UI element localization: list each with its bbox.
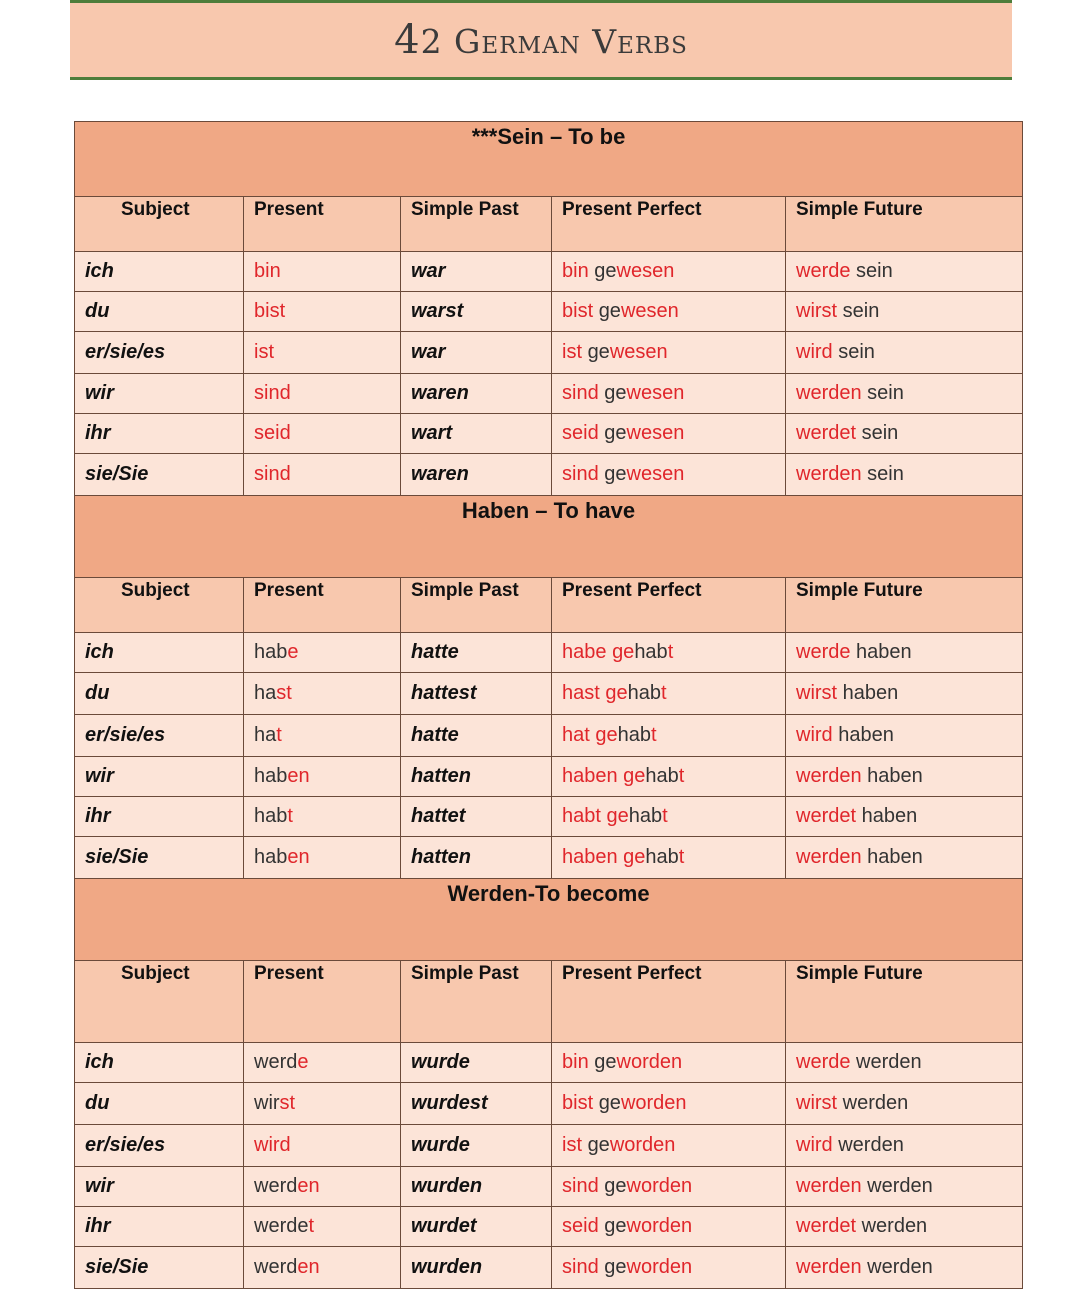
conjugation-segment: hab: [254, 846, 288, 868]
conjugation-segment: t: [678, 765, 685, 787]
conjugation-segment: ist: [562, 1134, 588, 1156]
subject-cell: ihr: [75, 1207, 244, 1247]
simple-future-cell: [786, 633, 1023, 673]
simple-past-cell: wurde: [401, 1043, 552, 1083]
present-cell: [244, 757, 401, 797]
conjugation-segment: hab: [634, 641, 668, 663]
conjugation-segment: en: [662, 382, 685, 404]
present-perfect-cell: [552, 633, 786, 673]
present-cell: [244, 1167, 401, 1207]
conjugation-segment: haben: [861, 846, 923, 868]
simple-future-cell: [786, 715, 1023, 757]
present-cell: [244, 332, 401, 374]
conjugation-segment: habe: [562, 641, 613, 663]
table-row: [75, 292, 1023, 332]
subject-cell: wir: [75, 757, 244, 797]
conjugation-segment: t: [650, 724, 657, 746]
conjugation-segment: en: [652, 260, 675, 282]
simple-future-cell: [786, 374, 1023, 414]
conjugation-segment: ge: [595, 724, 618, 746]
simple-future-cell: [786, 1247, 1023, 1289]
subject-cell: ich: [75, 633, 244, 673]
table-row: [75, 1167, 1023, 1207]
subject-cell: ihr: [75, 414, 244, 454]
conjugation-segment: ge: [604, 1215, 627, 1237]
column-header: Simple Past: [401, 197, 552, 252]
table-row: [75, 1125, 1023, 1167]
subject-cell: er/sie/es: [75, 715, 244, 757]
column-header-row: [75, 961, 1023, 1043]
table-row: [75, 1207, 1023, 1247]
conjugation-segment: wes: [620, 300, 657, 322]
simple-past-cell: hattest: [401, 673, 552, 715]
conjugation-segment: wirst: [796, 1092, 838, 1114]
conjugation-segment: en: [645, 341, 668, 363]
simple-future-cell: [786, 1207, 1023, 1247]
conjugation-segment: ge: [612, 641, 635, 663]
conjugation-segment: haben: [861, 765, 923, 787]
present-cell: [244, 633, 401, 673]
conjugation-segment: werden: [796, 846, 862, 868]
simple-future-cell: [786, 332, 1023, 374]
subject-cell: sie/Sie: [75, 837, 244, 879]
conjugation-segment: wird: [254, 1134, 291, 1156]
conjugation-segment: en: [662, 422, 685, 444]
conjugation-segment: e: [287, 641, 299, 663]
conjugation-segment: ge: [604, 422, 627, 444]
conjugation-segment: werd: [254, 1051, 298, 1073]
present-perfect-cell: [552, 673, 786, 715]
column-header: Present: [244, 578, 401, 633]
present-perfect-cell: [552, 715, 786, 757]
conjugation-segment: werd: [254, 1175, 298, 1197]
conjugation-segment: en: [669, 1215, 693, 1237]
column-header-row: [75, 197, 1023, 252]
conjugation-segment: hat: [562, 724, 596, 746]
simple-future-cell: [786, 837, 1023, 879]
conjugation-segment: hab: [628, 805, 663, 827]
section-title: Haben – To have: [75, 496, 1023, 578]
column-header: Present: [244, 961, 401, 1043]
column-header: Present: [244, 197, 401, 252]
conjugation-segment: werden: [796, 382, 862, 404]
conjugation-segment: ge: [623, 765, 646, 787]
conjugation-segment: t: [287, 805, 293, 827]
present-cell: [244, 454, 401, 496]
table-row: [75, 1247, 1023, 1289]
conjugation-segment: sein: [850, 260, 893, 282]
simple-past-cell: war: [401, 252, 552, 292]
conjugation-segment: e: [297, 1051, 309, 1073]
present-perfect-cell: [552, 414, 786, 454]
simple-future-cell: [786, 292, 1023, 332]
present-cell: [244, 292, 401, 332]
table-row: [75, 837, 1023, 879]
simple-future-cell: [786, 414, 1023, 454]
conjugation-segment: ge: [587, 341, 610, 363]
conjugation-segment: bist: [562, 300, 599, 322]
conjugation-segment: t: [667, 641, 674, 663]
conjugation-segment: hab: [645, 846, 679, 868]
conjugation-segment: ge: [606, 805, 629, 827]
present-perfect-cell: [552, 252, 786, 292]
conjugation-segment: sein: [832, 341, 875, 363]
present-perfect-cell: [552, 292, 786, 332]
simple-future-cell: [786, 757, 1023, 797]
subject-cell: wir: [75, 374, 244, 414]
conjugation-segment: wirst: [796, 300, 838, 322]
conjugation-segment: werden: [861, 1175, 933, 1197]
present-cell: [244, 797, 401, 837]
conjugation-segment: wird: [796, 1134, 833, 1156]
section-header-row: [75, 879, 1023, 961]
conjugation-segment: t: [678, 846, 685, 868]
conjugation-segment: word: [620, 1092, 665, 1114]
simple-past-cell: wurde: [401, 1125, 552, 1167]
present-perfect-cell: [552, 374, 786, 414]
conjugation-segment: ge: [587, 1134, 610, 1156]
conjugation-segment: werd: [254, 1256, 298, 1278]
table-row: [75, 797, 1023, 837]
subject-cell: sie/Sie: [75, 1247, 244, 1289]
column-header: Present Perfect: [552, 578, 786, 633]
column-header: Subject: [75, 197, 244, 252]
conjugation-segment: sein: [861, 382, 904, 404]
simple-future-cell: [786, 454, 1023, 496]
conjugation-segment: bist: [562, 1092, 599, 1114]
conjugation-segment: en: [653, 1134, 676, 1156]
conjugation-segment: wir: [254, 1092, 280, 1114]
present-cell: [244, 1247, 401, 1289]
conjugation-segment: werdet: [796, 805, 857, 827]
present-cell: [244, 1043, 401, 1083]
conjugation-segment: wes: [626, 463, 663, 485]
conjugation-segment: en: [297, 1256, 320, 1278]
conjugation-segment: haben: [832, 724, 894, 746]
conjugation-segment: ha: [254, 682, 277, 704]
simple-past-cell: hatten: [401, 837, 552, 879]
conjugation-segment: habt: [562, 805, 607, 827]
present-perfect-cell: [552, 1207, 786, 1247]
conjugation-segment: werden: [796, 463, 862, 485]
conjugation-segment: ge: [598, 300, 621, 322]
table-row: [75, 252, 1023, 292]
simple-past-cell: waren: [401, 374, 552, 414]
page-title: 42 German Verbs: [394, 17, 688, 63]
present-cell: [244, 1125, 401, 1167]
conjugation-segment: werde: [796, 641, 851, 663]
subject-cell: sie/Sie: [75, 454, 244, 496]
present-cell: [244, 374, 401, 414]
simple-future-cell: [786, 252, 1023, 292]
present-cell: [244, 1083, 401, 1125]
conjugation-segment: en: [659, 1051, 683, 1073]
table-row: [75, 332, 1023, 374]
conjugation-segment: hab: [254, 805, 288, 827]
column-header: Subject: [75, 961, 244, 1043]
present-cell: [244, 414, 401, 454]
simple-past-cell: wurden: [401, 1167, 552, 1207]
conjugation-segment: werden: [850, 1051, 922, 1073]
conjugation-segment: en: [664, 1092, 687, 1114]
conjugation-segment: ge: [604, 382, 627, 404]
conjugation-segment: wes: [626, 382, 663, 404]
conjugation-segment: wird: [796, 724, 833, 746]
conjugation-segment: t: [662, 805, 668, 827]
conjugation-segment: st: [279, 1092, 296, 1114]
column-header-row: [75, 578, 1023, 633]
present-perfect-cell: [552, 454, 786, 496]
present-perfect-cell: [552, 837, 786, 879]
present-cell: [244, 1207, 401, 1247]
conjugation-segment: en: [656, 300, 679, 322]
conjugation-segment: en: [297, 1175, 320, 1197]
subject-cell: er/sie/es: [75, 332, 244, 374]
table-row: [75, 673, 1023, 715]
present-perfect-cell: [552, 332, 786, 374]
table-row: [75, 374, 1023, 414]
conjugation-segment: word: [626, 1256, 670, 1278]
conjugation-segment: hab: [617, 724, 651, 746]
table-row: [75, 633, 1023, 673]
present-cell: [244, 837, 401, 879]
conjugation-segment: haben: [562, 765, 624, 787]
conjugation-segment: werdet: [796, 422, 857, 444]
conjugation-segment: bin: [254, 260, 281, 282]
conjugation-segment: seid: [254, 422, 291, 444]
conjugation-segment: wes: [616, 260, 653, 282]
title-banner: [70, 0, 1012, 80]
simple-future-cell: [786, 797, 1023, 837]
conjugation-segment: werde: [254, 1215, 309, 1237]
conjugation-segment: sind: [562, 1175, 605, 1197]
conjugation-table: [74, 121, 1023, 1289]
conjugation-segment: word: [609, 1134, 654, 1156]
simple-future-cell: [786, 1083, 1023, 1125]
subject-cell: er/sie/es: [75, 1125, 244, 1167]
conjugation-segment: sind: [254, 463, 291, 485]
conjugation-segment: sind: [562, 382, 605, 404]
simple-past-cell: hatten: [401, 757, 552, 797]
present-cell: [244, 252, 401, 292]
column-header: Simple Future: [786, 197, 1023, 252]
conjugation-segment: seid: [562, 1215, 605, 1237]
present-perfect-cell: [552, 797, 786, 837]
present-perfect-cell: [552, 757, 786, 797]
conjugation-segment: werde: [796, 1051, 851, 1073]
table-row: [75, 715, 1023, 757]
simple-past-cell: wurdest: [401, 1083, 552, 1125]
conjugation-segment: haben: [850, 641, 912, 663]
conjugation-segment: ge: [605, 682, 628, 704]
conjugation-segment: haben: [856, 805, 918, 827]
conjugation-segment: hab: [627, 682, 661, 704]
conjugation-segment: wes: [626, 422, 663, 444]
table-row: [75, 1043, 1023, 1083]
conjugation-segment: wirst: [796, 682, 838, 704]
present-cell: [244, 715, 401, 757]
subject-cell: ich: [75, 252, 244, 292]
conjugation-segment: werden: [796, 1175, 862, 1197]
present-perfect-cell: [552, 1043, 786, 1083]
conjugation-segment: bin: [562, 1051, 595, 1073]
conjugation-segment: wes: [609, 341, 646, 363]
conjugation-segment: ge: [594, 260, 617, 282]
conjugation-segment: werden: [837, 1092, 909, 1114]
present-perfect-cell: [552, 1247, 786, 1289]
column-header: Present Perfect: [552, 197, 786, 252]
conjugation-segment: ge: [594, 1051, 617, 1073]
conjugation-segment: ge: [598, 1092, 621, 1114]
conjugation-segment: werden: [796, 765, 862, 787]
conjugation-segment: sind: [562, 463, 605, 485]
simple-future-cell: [786, 1167, 1023, 1207]
conjugation-segment: seid: [562, 422, 605, 444]
present-cell: [244, 673, 401, 715]
conjugation-segment: ge: [604, 463, 627, 485]
conjugation-segment: en: [669, 1175, 693, 1197]
section-header-row: [75, 122, 1023, 197]
subject-cell: ihr: [75, 797, 244, 837]
subject-cell: wir: [75, 1167, 244, 1207]
conjugation-segment: sein: [837, 300, 880, 322]
conjugation-segment: sind: [562, 1256, 605, 1278]
conjugation-segment: word: [626, 1215, 670, 1237]
conjugation-segment: en: [287, 846, 310, 868]
conjugation-segment: en: [669, 1256, 693, 1278]
simple-future-cell: [786, 1043, 1023, 1083]
simple-past-cell: hattet: [401, 797, 552, 837]
conjugation-segment: werden: [861, 1256, 933, 1278]
conjugation-segment: ha: [254, 724, 277, 746]
conjugation-segment: bist: [254, 300, 286, 322]
column-header: Simple Future: [786, 961, 1023, 1043]
table-row: [75, 414, 1023, 454]
section-header-row: [75, 496, 1023, 578]
simple-past-cell: warst: [401, 292, 552, 332]
conjugation-segment: hab: [645, 765, 679, 787]
conjugation-segment: haben: [562, 846, 624, 868]
table-row: [75, 454, 1023, 496]
conjugation-segment: werden: [856, 1215, 928, 1237]
subject-cell: du: [75, 1083, 244, 1125]
conjugation-segment: word: [616, 1051, 660, 1073]
column-header: Simple Future: [786, 578, 1023, 633]
conjugation-segment: en: [662, 463, 685, 485]
conjugation-segment: hast: [562, 682, 606, 704]
column-header: Present Perfect: [552, 961, 786, 1043]
conjugation-segment: t: [276, 724, 282, 746]
conjugation-segment: werdet: [796, 1215, 857, 1237]
conjugation-segment: ist: [562, 341, 588, 363]
simple-future-cell: [786, 1125, 1023, 1167]
column-header: Simple Past: [401, 578, 552, 633]
conjugation-segment: wird: [796, 341, 833, 363]
conjugation-segment: sind: [254, 382, 291, 404]
simple-past-cell: hatte: [401, 715, 552, 757]
conjugation-segment: t: [660, 682, 667, 704]
table-row: [75, 757, 1023, 797]
conjugation-segment: werden: [796, 1256, 862, 1278]
column-header: Simple Past: [401, 961, 552, 1043]
subject-cell: ich: [75, 1043, 244, 1083]
simple-past-cell: wart: [401, 414, 552, 454]
conjugation-segment: t: [308, 1215, 315, 1237]
simple-future-cell: [786, 673, 1023, 715]
conjugation-segment: word: [626, 1175, 670, 1197]
section-title: Werden-To become: [75, 879, 1023, 961]
section-title: ***Sein – To be: [75, 122, 1023, 197]
conjugation-segment: ge: [604, 1256, 627, 1278]
conjugation-segment: werden: [832, 1134, 904, 1156]
conjugation-segment: ist: [254, 341, 274, 363]
present-perfect-cell: [552, 1083, 786, 1125]
simple-past-cell: war: [401, 332, 552, 374]
simple-past-cell: wurden: [401, 1247, 552, 1289]
conjugation-segment: st: [276, 682, 292, 704]
conjugation-segment: haben: [837, 682, 899, 704]
simple-past-cell: hatte: [401, 633, 552, 673]
conjugation-segment: hab: [254, 641, 288, 663]
conjugation-segment: ge: [604, 1175, 627, 1197]
simple-past-cell: waren: [401, 454, 552, 496]
conjugation-segment: bin: [562, 260, 595, 282]
conjugation-segment: werde: [796, 260, 851, 282]
conjugation-segment: en: [287, 765, 310, 787]
simple-past-cell: wurdet: [401, 1207, 552, 1247]
conjugation-segment: hab: [254, 765, 288, 787]
column-header: Subject: [75, 578, 244, 633]
subject-cell: du: [75, 673, 244, 715]
conjugation-segment: ge: [623, 846, 646, 868]
present-perfect-cell: [552, 1125, 786, 1167]
conjugation-segment: sein: [861, 463, 904, 485]
subject-cell: du: [75, 292, 244, 332]
present-perfect-cell: [552, 1167, 786, 1207]
conjugation-segment: sein: [856, 422, 899, 444]
table-row: [75, 1083, 1023, 1125]
